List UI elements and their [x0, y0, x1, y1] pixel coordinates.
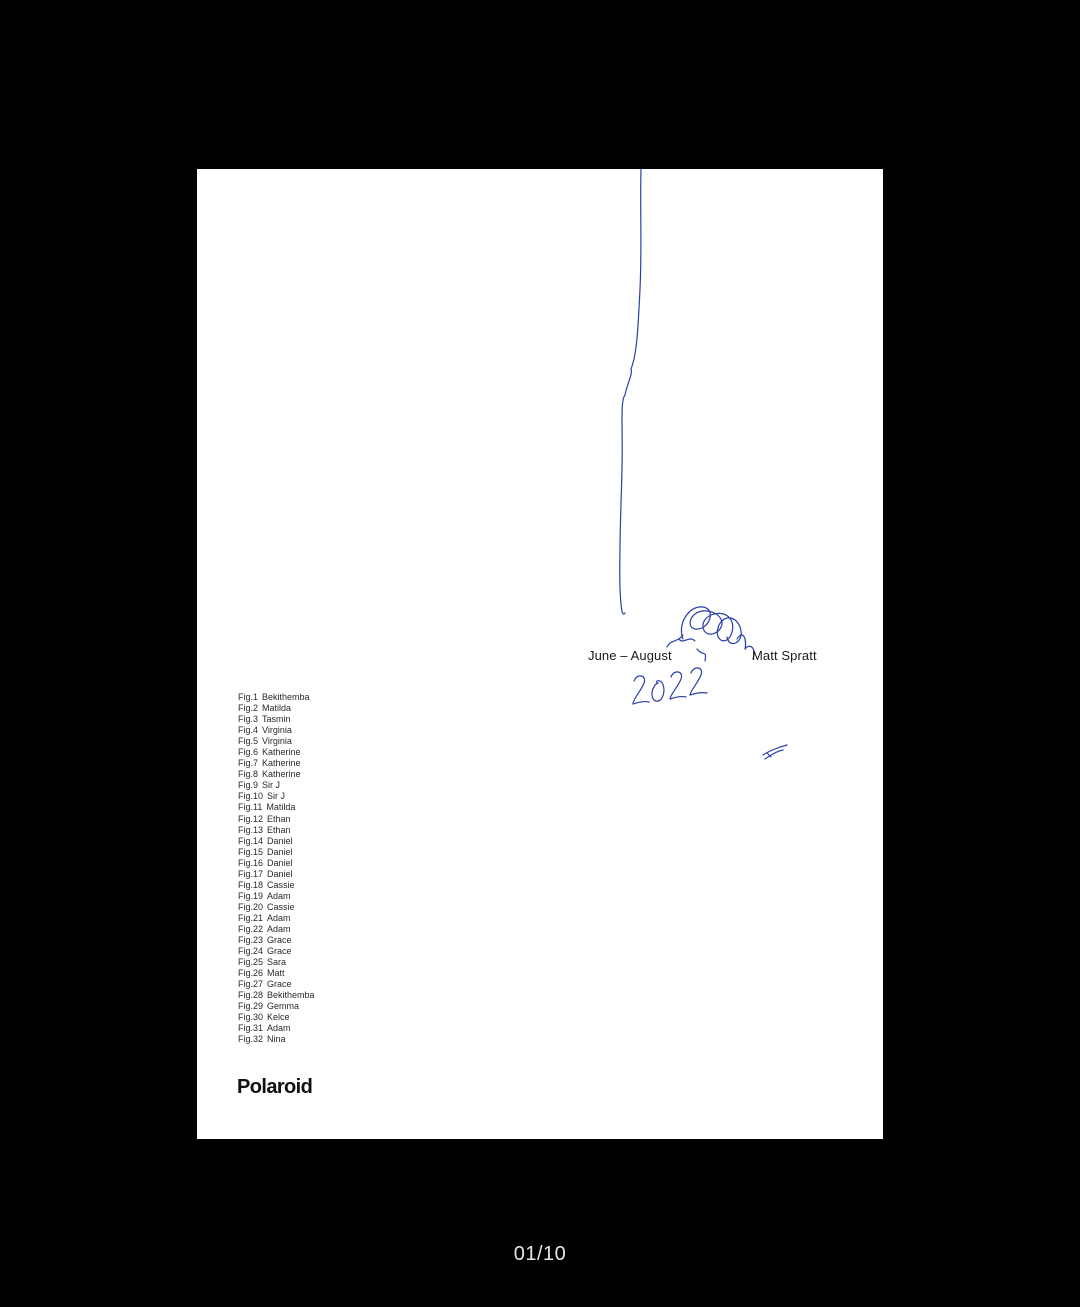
figure-name: Katherine [262, 758, 301, 769]
figure-name: Nina [267, 1034, 286, 1045]
figure-name: Grace [267, 935, 292, 946]
figure-number: Fig.23 [238, 935, 264, 946]
figure-number: Fig.25 [238, 957, 264, 968]
figure-name: Virginia [262, 736, 292, 747]
figure-number: Fig.3 [238, 714, 259, 725]
figure-number: Fig.29 [238, 1001, 264, 1012]
figure-name: Adam [267, 890, 291, 901]
figure-list [238, 692, 315, 1046]
figure-number: Fig.27 [238, 979, 264, 990]
figure-number: Fig.9 [238, 780, 259, 791]
figure-number: Fig.28 [238, 990, 264, 1001]
figure-list-item [238, 935, 315, 946]
figure-number: Fig.17 [238, 868, 264, 879]
figure-number: Fig.7 [238, 758, 259, 769]
figure-list-item [238, 913, 315, 924]
figure-list-item [238, 725, 315, 736]
figure-number: Fig.6 [238, 747, 259, 758]
figure-number: Fig.19 [238, 890, 264, 901]
figure-list-item [238, 990, 315, 1001]
figure-name: Daniel [267, 835, 293, 846]
ink-year-2022 [633, 668, 707, 704]
figure-name: Bekithemba [262, 692, 310, 702]
figure-list-item [238, 1034, 315, 1045]
figure-list-item [238, 802, 315, 813]
figure-list-item [238, 758, 315, 769]
figure-number: Fig.12 [238, 813, 264, 824]
figure-name: Virginia [262, 725, 292, 736]
figure-number: Fig.21 [238, 912, 264, 923]
figure-number: Fig.32 [238, 1034, 264, 1045]
author-name: Matt Spratt [752, 648, 817, 663]
figure-number: Fig.26 [238, 968, 264, 979]
figure-name: Sir J [267, 791, 286, 802]
figure-list-item [238, 946, 315, 957]
figure-name: Matilda [266, 802, 296, 813]
figure-list-item [238, 703, 315, 714]
figure-number: Fig.2 [238, 703, 259, 714]
figure-list-item [238, 924, 315, 935]
figure-name: Daniel [267, 846, 293, 857]
figure-name: Matt [267, 968, 285, 979]
figure-list-item [238, 836, 315, 847]
figure-list-item [238, 791, 315, 802]
figure-list-item [238, 780, 315, 791]
figure-list-item [238, 858, 315, 869]
ink-small-mark [763, 745, 787, 759]
figure-name: Katherine [262, 747, 301, 758]
figure-number: Fig.4 [238, 725, 259, 736]
figure-list-item [238, 869, 315, 880]
figure-list-item [238, 747, 315, 758]
figure-name: Adam [267, 912, 291, 923]
figure-name: Adam [267, 923, 291, 934]
figure-name: Ethan [267, 813, 291, 824]
figure-list-item [238, 847, 315, 858]
figure-name: Daniel [267, 868, 293, 879]
figure-list-item [238, 769, 315, 780]
figure-list-item [238, 979, 315, 990]
figure-name: Sir J [262, 780, 281, 791]
figure-number: Fig.31 [238, 1023, 264, 1034]
figure-number: Fig.10 [238, 791, 264, 802]
figure-name: Sara [267, 957, 287, 968]
figure-list-item [238, 714, 315, 725]
figure-list-item [238, 1012, 315, 1023]
ink-signature [667, 607, 754, 661]
figure-number: Fig.1 [238, 692, 259, 702]
figure-name: Cassie [267, 901, 295, 912]
figure-list-item [238, 1001, 315, 1012]
figure-number: Fig.8 [238, 769, 259, 780]
figure-name: Katherine [262, 769, 301, 780]
figure-name: Tasmin [262, 714, 291, 725]
figure-name: Ethan [267, 824, 291, 835]
figure-list-item [238, 891, 315, 902]
ink-vertical-line [620, 169, 641, 614]
poster [197, 169, 883, 1139]
figure-name: Matilda [262, 703, 292, 714]
figure-list-item [238, 968, 315, 979]
page-counter: 01/10 [513, 1243, 567, 1265]
figure-list-item [238, 825, 315, 836]
figure-list-item [238, 902, 315, 913]
figure-number: Fig.30 [238, 1012, 264, 1023]
figure-number: Fig.15 [238, 846, 264, 857]
figure-list-item [238, 736, 315, 747]
figure-name: Daniel [267, 857, 293, 868]
figure-name: Grace [267, 979, 292, 990]
figure-list-item [238, 692, 315, 703]
figure-number: Fig.16 [238, 857, 264, 868]
figure-number: Fig.5 [238, 736, 259, 747]
figure-name: Grace [267, 946, 292, 957]
figure-name: Adam [267, 1023, 291, 1034]
figure-name: Cassie [267, 879, 295, 890]
figure-number: Fig.13 [238, 824, 264, 835]
figure-name: Gemma [267, 1001, 300, 1012]
figure-number: Fig.11 [238, 802, 263, 813]
figure-name: Kelce [267, 1012, 290, 1023]
figure-number: Fig.24 [238, 946, 264, 957]
figure-name: Bekithemba [267, 990, 315, 1001]
figure-list-item [238, 880, 315, 891]
figure-number: Fig.14 [238, 835, 264, 846]
figure-list-item [238, 814, 315, 825]
figure-list-item [238, 957, 315, 968]
figure-number: Fig.20 [238, 901, 264, 912]
date-range: June – August [588, 648, 672, 663]
figure-number: Fig.22 [238, 923, 264, 934]
figure-list-item [238, 1023, 315, 1034]
polaroid-logo: Polaroid [237, 1076, 313, 1098]
figure-number: Fig.18 [238, 879, 264, 890]
